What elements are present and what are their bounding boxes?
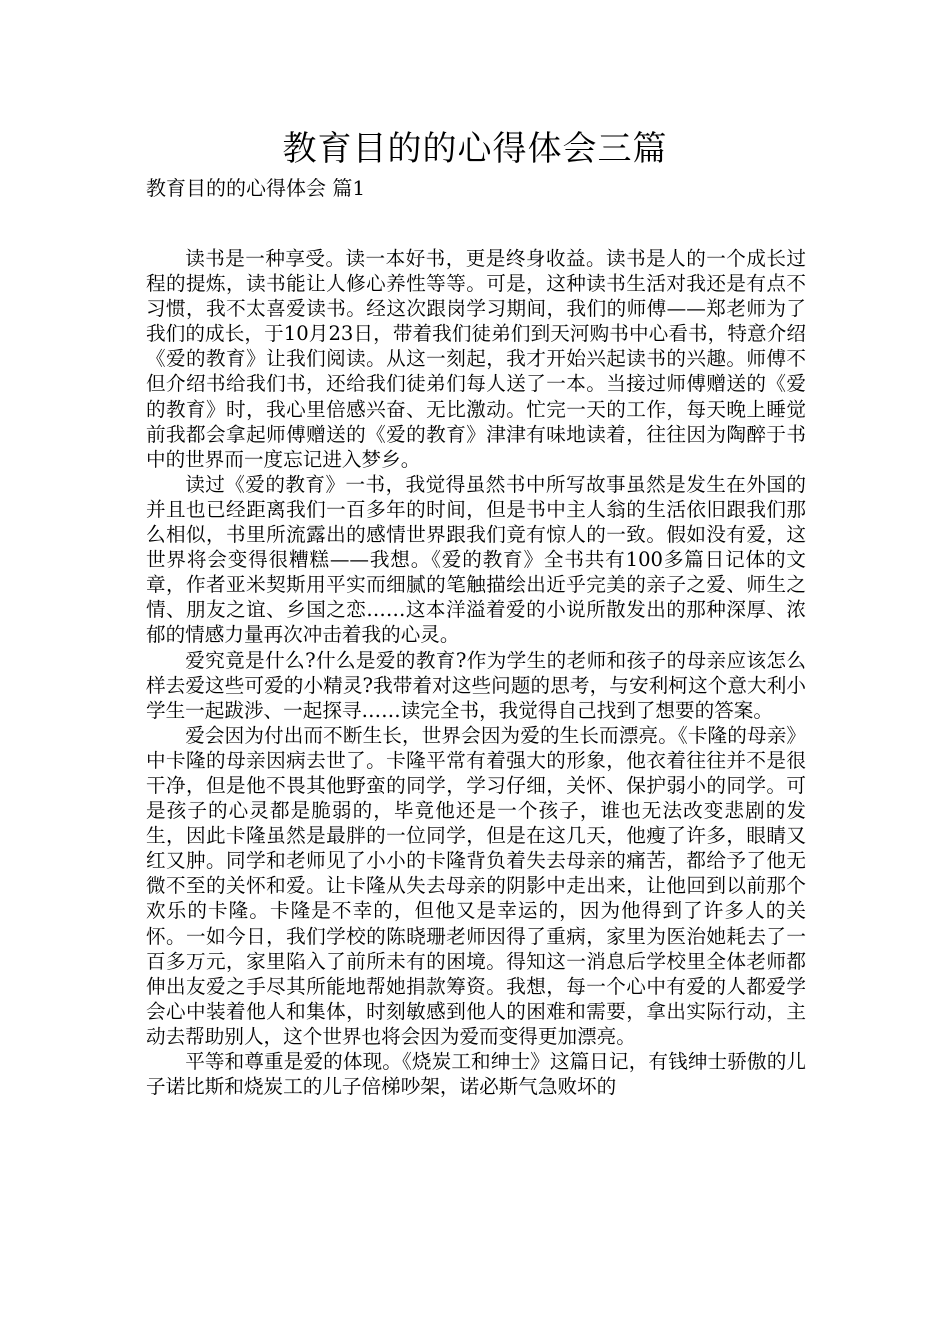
paragraph: 平等和尊重是爱的体现。《烧炭工和绅士》这篇日记，有钱绅士骄傲的儿子诺比斯和烧炭工的儿子倍梯吵架，诺必斯气急败坏的 <box>146 1050 806 1099</box>
paragraph: 爱究竟是什么?什么是爱的教育?作为学生的老师和孩子的母亲应该怎么样去爱这些可爱的小精灵?我带着对这些问题的思考，与安利柯这个意大利小学生一起跋涉、一起探寻……读完全书，我觉得自己找到了想要的答案。 <box>146 648 806 722</box>
paragraph: 爱会因为付出而不断生长，世界会因为爱的生长而漂亮。《卡隆的母亲》中卡隆的母亲因病去世了。卡隆平常有着强大的形象，他衣着往往并不是很干净，但是他不畏其他野蛮的同学，学习仔细，关怀、保护弱小的同学。可是孩子的心灵都是脆弱的，毕竟他还是一个孩子，谁也无法改变悲剧的发生，因此卡隆虽然是最胖的一位同学，但是在这几天，他瘦了许多，眼睛又红又肿。同学和老师见了小小的卡隆背负着失去母亲的痛苦，都给予了他无微不至的关怀和爱。让卡隆从失去母亲的阴影中走出来，让他回到以前那个欢乐的卡隆。卡隆是不幸的，但他又是幸运的，因为他得到了许多人的关怀。一如今日，我们学校的陈晓珊老师因得了重病，家里为医治她耗去了一百多万元，家里陷入了前所未有的困境。得知这一消息后学校里全体老师都伸出友爱之手尽其所能地帮她捐款筹资。我想，每一个心中有爱的人都爱学会心中装着他人和集体，时刻敏感到他人的困难和需要，拿出实际行动，主动去帮助别人，这个世界也将会因为爱而变得更加漂亮。 <box>146 723 806 1048</box>
paragraph: 读过《爱的教育》一书，我觉得虽然书中所写故事虽然是发生在外国的并且也已经距离我们一百多年的时间，但是书中主人翁的生活依旧跟我们那么相似，书里所流露出的感情世界跟我们竟有惊人的一致。假如没有爱，这世界将会变得很糟糕——我想。《爱的教育》全书共有100多篇日记体的文章，作者亚米契斯用平实而细腻的笔触描绘出近乎完美的亲子之爱、师生之情、朋友之谊、乡国之恋……这本洋溢着爱的小说所散发出的那种深厚、浓郁的情感力量再次冲击着我的心灵。 <box>146 472 806 647</box>
body-text <box>146 246 806 1099</box>
document-title: 教育目的的心得体会三篇 <box>282 129 668 169</box>
paragraph: 读书是一种享受。读一本好书，更是终身收益。读书是人的一个成长过程的提炼，读书能让人修心养性等等。可是，这种读书生活对我还是有点不习惯，我不太喜爱读书。经这次跟岗学习期间，我们的师傅——郑老师为了我们的成长，于10月23日，带着我们徒弟们到天河购书中心看书，特意介绍《爱的教育》让我们阅读。从这一刻起，我才开始兴起读书的兴趣。师傅不但介绍书给我们书，还给我们徒弟们每人送了一本。当接过师傅赠送的《爱的教育》时，我心里倍感兴奋、无比激动。忙完一天的工作，每天晚上睡觉前我都会拿起师傅赠送的《爱的教育》津津有味地读着，往往因为陶醉于书中的世界而一度忘记进入梦乡。 <box>146 247 806 471</box>
section-heading: 教育目的的心得体会 篇1 <box>146 176 366 200</box>
